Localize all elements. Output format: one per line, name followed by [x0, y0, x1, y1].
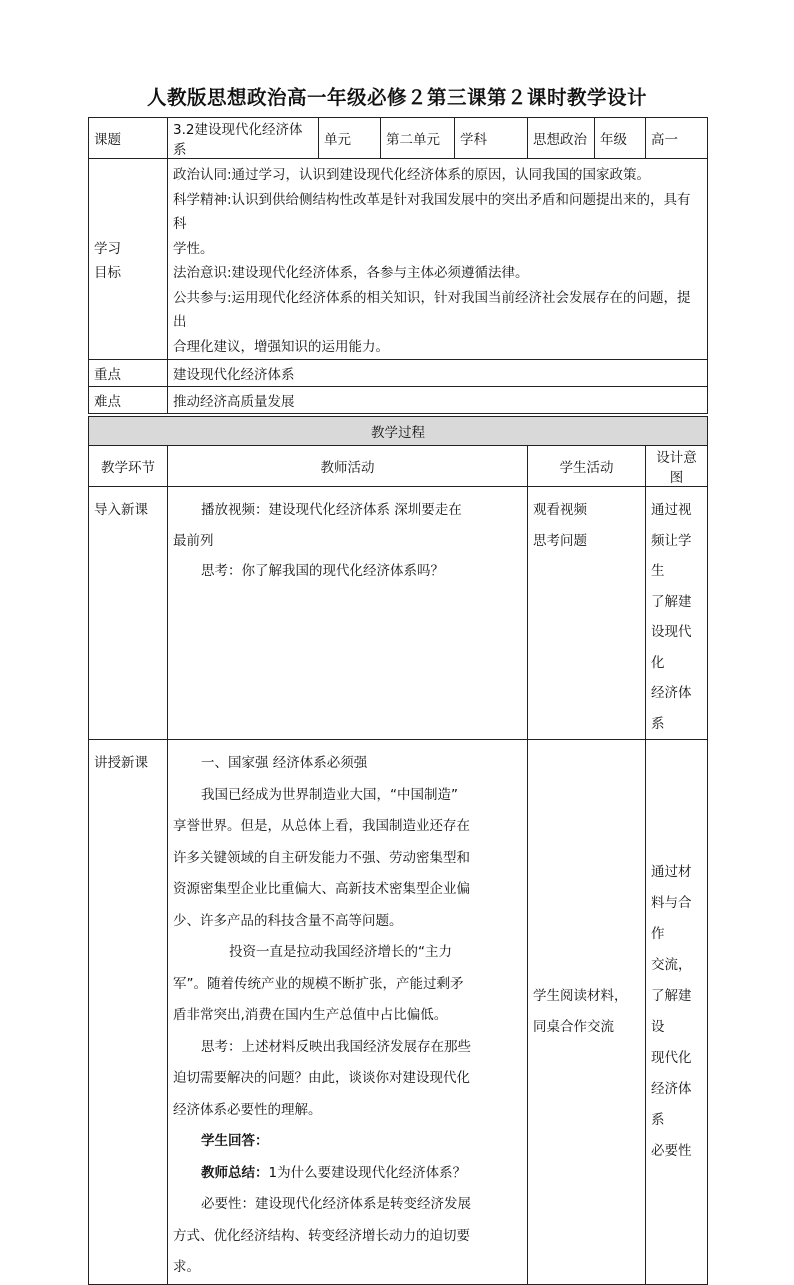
teach-line: 盾非常突出,消费在国内生产总值中占比偏低。	[173, 1007, 448, 1023]
intro-teacher-line: 思考：你了解我国的现代化经济体系吗？	[201, 563, 444, 579]
topic-value: 3.2建设现代化经济体系	[168, 118, 319, 159]
teach-intent-line: 交流，了解建设	[651, 956, 692, 1035]
teacher-summary-label: 教师总结：	[201, 1164, 269, 1181]
intro-intent-line: 了解建设现代化	[651, 593, 692, 671]
teach-line: 享誉世界。但是，从总体上看，我国制造业还存在	[173, 818, 470, 834]
grade-value: 高一	[646, 118, 708, 159]
intro-row	[89, 487, 708, 740]
goals-label-line1: 学习	[94, 241, 121, 257]
teach-student	[528, 740, 646, 1285]
info-row	[89, 118, 708, 159]
goal-line: 学性。	[173, 240, 214, 257]
teach-line: 求。	[173, 1259, 200, 1275]
topic-label: 课题	[89, 118, 168, 159]
goals-label	[89, 159, 168, 360]
unit-value: 第二单元	[381, 118, 455, 159]
goal-line: 合理化建议，增强知识的运用能力。	[173, 338, 389, 355]
column-header-row	[89, 446, 708, 487]
intro-intent-line: 经济体系	[651, 685, 692, 732]
teach-row	[89, 740, 708, 1285]
difficulty-row	[89, 387, 708, 414]
teach-student-line: 学生阅读材料，	[533, 987, 628, 1004]
col-teacher: 教师活动	[168, 446, 528, 487]
student-answer-label: 学生回答：	[201, 1133, 269, 1149]
goal-line: 公共参与:运用现代化经济体系的相关知识，针对我国当前经济社会发展存在的问题，提出	[173, 289, 691, 330]
teach-line: 迫切需要解决的问题？由此，谈谈你对建设现代化	[173, 1070, 470, 1086]
goal-line: 科学精神:认识到供给侧结构性改革是针对我国发展中的突出矛盾和问题提出来的，具有科	[173, 191, 691, 232]
teach-heading: 一、国家强 经济体系必须强	[201, 755, 368, 771]
teacher-summary-line	[173, 1158, 522, 1190]
process-header-row	[89, 417, 708, 446]
grade-label: 年级	[595, 118, 646, 159]
teach-intent	[646, 740, 708, 1285]
teach-teacher	[168, 740, 528, 1285]
teach-line: 投资一直是拉动我国经济增长的“主力	[229, 944, 452, 960]
teach-line: 方式、优化经济结构、转变经济增长动力的迫切要	[173, 1227, 470, 1244]
teach-line: 思考：上述材料反映出我国经济发展存在那些	[201, 1038, 471, 1055]
intro-intent	[646, 487, 708, 740]
intro-stage: 导入新课	[89, 487, 168, 740]
intro-teacher-line: 最前列	[173, 532, 214, 549]
difficulty-value: 推动经济高质量发展	[168, 387, 708, 414]
col-student: 学生活动	[528, 446, 646, 487]
page-title: 人教版思想政治高一年级必修２第三课第２课时教学设计	[146, 86, 647, 109]
teach-intent-line: 现代化经济体系	[651, 1049, 692, 1128]
intro-teacher	[168, 487, 528, 740]
teach-student-line: 同桌合作交流	[533, 1018, 614, 1035]
subject-label: 学科	[455, 118, 528, 159]
intro-student-line: 思考问题	[533, 532, 587, 549]
teacher-summary-text: 1为什么要建设现代化经济体系？	[268, 1164, 467, 1181]
col-stage: 教学环节	[89, 446, 168, 487]
teach-line: 经济体系必要性的理解。	[173, 1101, 322, 1118]
unit-label: 单元	[319, 118, 381, 159]
key-point-value: 建设现代化经济体系	[168, 360, 708, 387]
intro-teacher-line: 播放视频：建设现代化经济体系 深圳要走在	[201, 502, 462, 518]
teach-stage: 讲授新课	[89, 740, 168, 1285]
teach-line: 必要性：建设现代化经济体系是转变经济发展	[201, 1196, 471, 1212]
goals-row	[89, 159, 708, 360]
teach-line: 军”。随着传统产业的规模不断扩张，产能过剩矛	[173, 975, 464, 992]
key-point-row	[89, 360, 708, 387]
intro-student-line: 观看视频	[533, 502, 587, 518]
teach-line: 资源密集型企业比重偏大、高新技术密集型企业偏	[173, 881, 470, 897]
goals-label-line2: 目标	[94, 265, 121, 281]
intro-intent-line: 通过视频让学生	[651, 502, 692, 579]
teach-intent-line: 通过材料与合作	[651, 863, 692, 942]
teach-line: 少、许多产品的科技含量不高等问题。	[173, 912, 403, 929]
goal-line: 法治意识:建设现代化经济体系，各参与主体必须遵循法律。	[173, 265, 529, 281]
key-point-label: 重点	[89, 360, 168, 387]
goal-line: 政治认同:通过学习，认识到建设现代化经济体系的原因，认同我国的国家政策。	[173, 167, 651, 183]
teach-line: 许多关键领域的自主研发能力不强、劳动密集型和	[173, 849, 470, 866]
lesson-plan-table	[88, 117, 708, 1285]
col-intent: 设计意图	[646, 446, 708, 487]
goals-content	[168, 159, 708, 360]
difficulty-label: 难点	[89, 387, 168, 414]
process-header: 教学过程	[89, 417, 708, 446]
teach-intent-line: 必要性	[651, 1142, 692, 1159]
intro-student	[528, 487, 646, 740]
teach-line: 我国已经成为世界制造业大国，“中国制造”	[201, 786, 458, 803]
subject-value: 思想政治	[528, 118, 595, 159]
